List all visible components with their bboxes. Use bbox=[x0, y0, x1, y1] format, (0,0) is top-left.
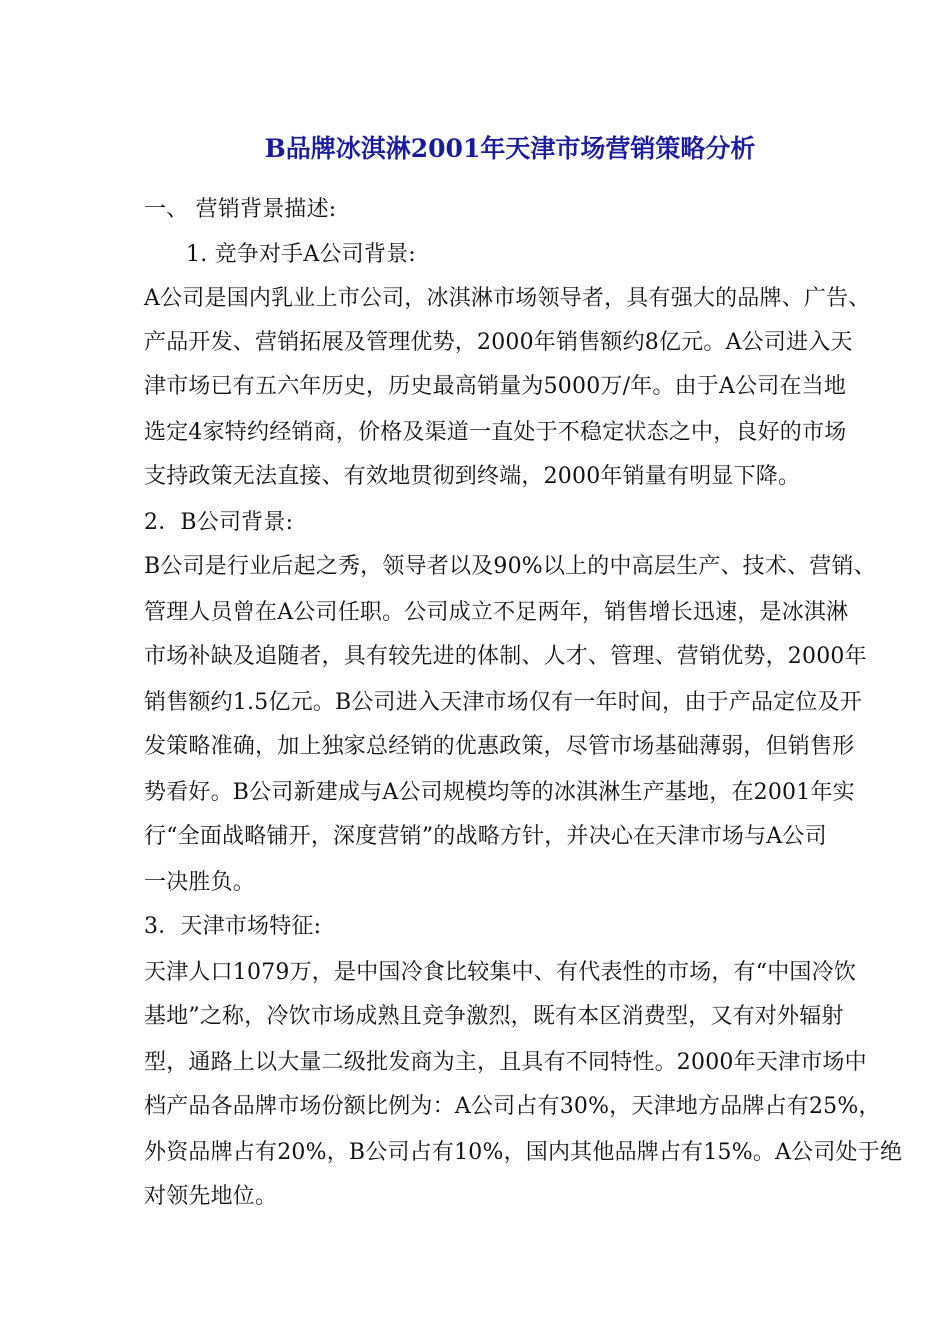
paragraph-line: B公司是行业后起之秀，领导者以及90%以上的中高层生产、技术、营销、 bbox=[144, 554, 876, 579]
paragraph-line: 销售额约1.5亿元。B公司进入天津市场仅有一年时间，由于产品定位及开 bbox=[144, 690, 862, 715]
paragraph-line: 天津人口1079万，是中国冷食比较集中、有代表性的市场，有“中国冷饮 bbox=[144, 960, 857, 985]
document-title: B品牌冰淇淋2001年天津市场营销策略分析 bbox=[264, 134, 756, 163]
paragraph-line: 产品开发、营销拓展及管理优势，2000年销售额约8亿元。A公司进入天 bbox=[144, 330, 853, 355]
paragraph-line: 一决胜负。 bbox=[144, 870, 256, 895]
paragraph-line: 行“全面战略铺开，深度营销”的战略方针，并决心在天津市场与A公司 bbox=[144, 824, 827, 849]
paragraph-line: 势看好。B公司新建成与A公司规模均等的冰淇淋生产基地，在2001年实 bbox=[144, 780, 855, 805]
paragraph-line: 支持政策无法直接、有效地贯彻到终端，2000年销量有明显下降。 bbox=[144, 464, 801, 489]
paragraph-line: 市场补缺及追随者，具有较先进的体制、人才、管理、营销优势，2000年 bbox=[144, 644, 867, 669]
heading-competitor-a: 1. 竞争对手A公司背景: bbox=[186, 242, 416, 267]
paragraph-line: 选定4家特约经销商，价格及渠道一直处于不稳定状态之中，良好的市场 bbox=[144, 420, 847, 445]
paragraph-line: 基地”之称，冷饮市场成熟且竞争激烈，既有本区消费型，又有对外辐射 bbox=[144, 1004, 844, 1029]
heading-company-b: 2．B公司背景: bbox=[144, 510, 294, 535]
heading-marketing-background: 一、 营销背景描述: bbox=[144, 197, 337, 222]
paragraph-line: 档产品各品牌市场份额比例为：A公司占有30%，天津地方品牌占有25%， bbox=[144, 1094, 881, 1119]
paragraph-line: A公司是国内乳业上市公司，冰淇淋市场领导者，具有强大的品牌、广告、 bbox=[144, 286, 871, 311]
paragraph-line: 管理人员曾在A公司任职。公司成立不足两年，销售增长迅速，是冰淇淋 bbox=[144, 600, 849, 625]
paragraph-line: 发策略准确，加上独家总经销的优惠政策，尽管市场基础薄弱，但销售形 bbox=[144, 734, 855, 759]
paragraph-line: 津市场已有五六年历史，历史最高销量为5000万/年。由于A公司在当地 bbox=[144, 374, 847, 399]
heading-tianjin-market: 3．天津市场特征: bbox=[144, 914, 322, 939]
paragraph-line: 对领先地位。 bbox=[144, 1184, 278, 1209]
paragraph-line: 型，通路上以大量二级批发商为主，且具有不同特性。2000年天津市场中 bbox=[144, 1050, 867, 1075]
paragraph-line: 外资品牌占有20%，B公司占有10%，国内其他品牌占有15%。A公司处于绝 bbox=[144, 1140, 903, 1165]
